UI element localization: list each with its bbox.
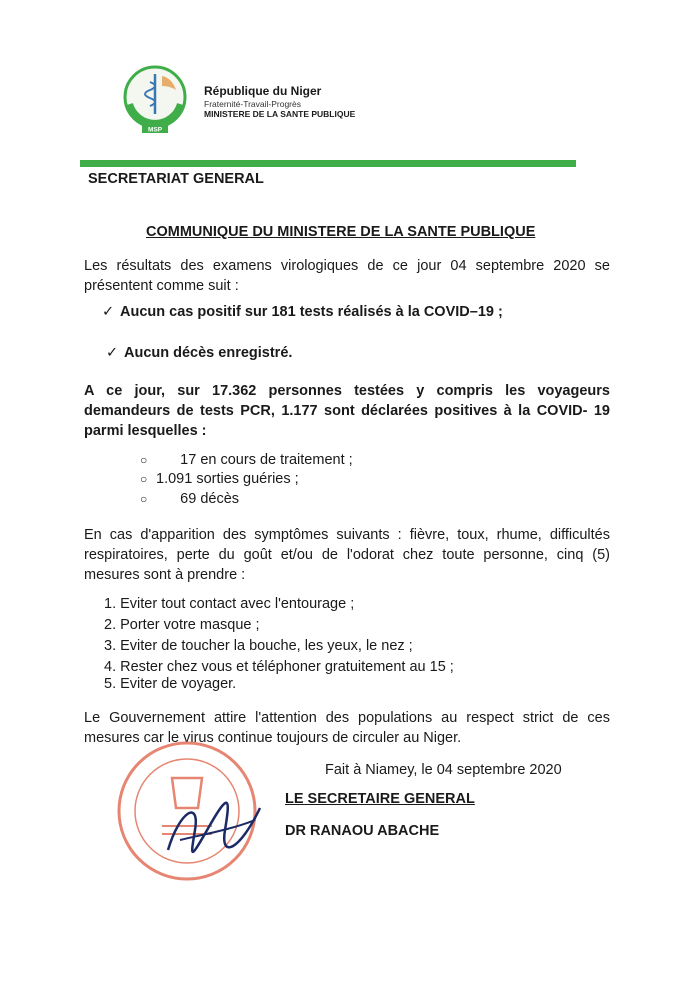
country-name: République du Niger bbox=[204, 84, 322, 98]
list-item bbox=[140, 491, 239, 507]
document-title: COMMUNIQUE DU MINISTERE DE LA SANTE PUBLIQUE bbox=[146, 224, 536, 240]
measure-item: 2. Porter votre masque ; bbox=[104, 617, 260, 633]
check-item-deaths bbox=[106, 345, 292, 361]
header-divider bbox=[80, 160, 576, 167]
ministry-logo bbox=[122, 64, 188, 136]
signatory-title: LE SECRETAIRE GENERAL bbox=[285, 791, 475, 807]
symptoms-paragraph: En cas d'apparition des symptômes suivants : fièvre, toux, rhume, difficultés respiratoires, perte du goût et/ou de l'odorat chez toute personne, cinq (5) mesures sont à prendre : bbox=[84, 527, 610, 583]
intro-paragraph: Les résultats des examens virologiques de ce jour 04 septembre 2020 se présentent comme suit : bbox=[84, 258, 610, 294]
closing-paragraph: Le Gouvernement attire l'attention des populations au respect strict de ces mesures car le virus continue toujours de circuler au Niger. bbox=[84, 710, 610, 746]
summary-paragraph: A ce jour, sur 17.362 personnes testées y compris les voyageurs demandeurs de tests PCR, 1.177 sont déclarées positives à la COVID- 19 parmi lesquelles : bbox=[84, 383, 610, 439]
ministry-name: MINISTERE DE LA SANTE PUBLIQUE bbox=[204, 109, 356, 119]
checkmark-icon: ✓ bbox=[102, 304, 115, 320]
check-item-text: Aucun décès enregistré. bbox=[124, 345, 293, 361]
circle-bullet-icon: ○ bbox=[140, 472, 148, 486]
handwritten-signature bbox=[160, 790, 270, 860]
circle-bullet-icon: ○ bbox=[140, 492, 148, 506]
measure-item: 4. Rester chez vous et téléphoner gratuitement au 15 ; bbox=[104, 659, 454, 675]
measure-item: 1. Eviter tout contact avec l'entourage ; bbox=[104, 596, 355, 612]
check-item-text: Aucun cas positif sur 181 tests réalisés à la COVID–19 ; bbox=[120, 304, 503, 320]
signatory-name: DR RANAOU ABACHE bbox=[285, 823, 440, 839]
logo-abbrev: MSP bbox=[147, 126, 163, 134]
section-heading: SECRETARIAT GENERAL bbox=[88, 171, 264, 187]
checkmark-icon: ✓ bbox=[106, 345, 119, 361]
list-item-text: 1.091 sorties guéries ; bbox=[156, 471, 299, 487]
place-date: Fait à Niamey, le 04 septembre 2020 bbox=[325, 762, 562, 778]
list-item-text: 17 en cours de traitement ; bbox=[180, 452, 353, 468]
list-item bbox=[140, 471, 299, 487]
national-motto: Fraternité-Travail-Progrès bbox=[204, 99, 301, 109]
measure-item: 5. Eviter de voyager. bbox=[104, 676, 237, 692]
measure-item: 3. Eviter de toucher la bouche, les yeux, le nez ; bbox=[104, 638, 413, 654]
list-item-text: 69 décès bbox=[180, 491, 240, 507]
list-item bbox=[140, 452, 353, 468]
circle-bullet-icon: ○ bbox=[140, 453, 148, 467]
check-item-tests bbox=[102, 304, 503, 320]
